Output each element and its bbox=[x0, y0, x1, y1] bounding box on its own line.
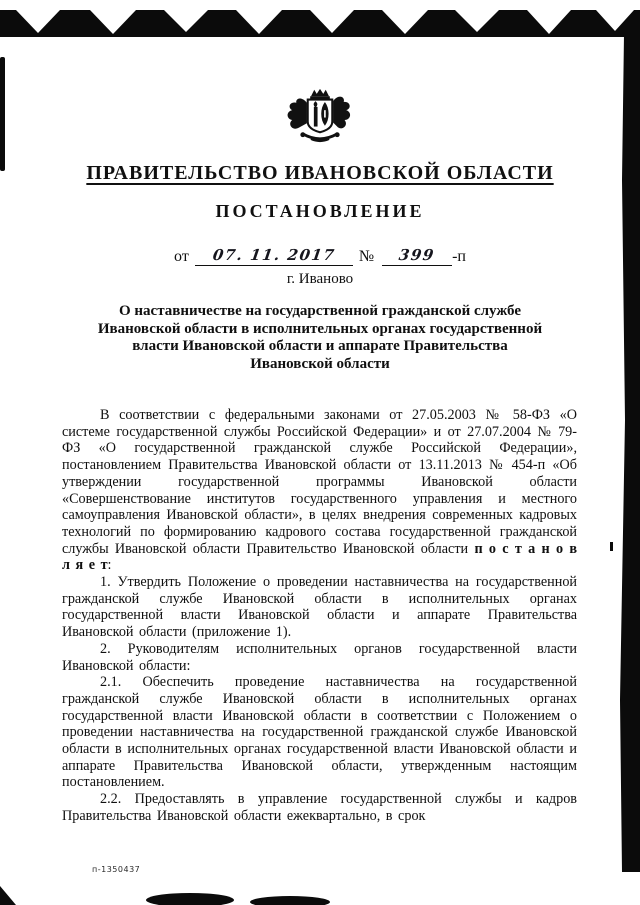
title-line: Ивановской области в исполнительных органах государственной bbox=[97, 320, 543, 337]
handwritten-number: 399 bbox=[397, 246, 437, 264]
paragraph-preamble bbox=[62, 407, 577, 574]
number-label: № bbox=[358, 248, 375, 265]
number-field bbox=[382, 246, 452, 266]
number-suffix: -п bbox=[452, 248, 466, 265]
title-line: власти Ивановской области и аппарате Правительства bbox=[132, 338, 508, 354]
org-name-heading: ПРАВИТЕЛЬСТВО ИВАНОВСКОЙ ОБЛАСТИ bbox=[86, 162, 554, 184]
title-line: О наставничестве на государственной гражданской службе bbox=[119, 303, 521, 319]
handwritten-date: 07. 11. 2017 bbox=[211, 246, 337, 264]
title-line: Ивановской области bbox=[250, 355, 390, 372]
registration-code: п-1350437 bbox=[92, 865, 141, 874]
preamble-text: В соответствии с федеральными законами от 27.05.2003 № 58-ФЗ «О системе государственной службы Российской Федерации» и от 27.07.2004 № 79-ФЗ «О государственной гражданской службе Российской Федерации», постановлением Правительства Ивановской области от 13.11.2013 № 454-п «Об утверждении государственной программы Ивановской области «Совершенствование институтов государственного управления и местного самоуправления Ивановской области», в целях внедрения современных кадровых технологий по формированию кадрового состава государственной гражданской службы Ивановской области Правительство Ивановской области bbox=[62, 407, 577, 557]
date-label: от bbox=[174, 248, 189, 265]
coat-of-arms-icon bbox=[275, 84, 365, 156]
document-body bbox=[62, 407, 577, 825]
date-number-line bbox=[0, 246, 640, 266]
postanovlyaet-bold: п о с т а н о в л я е т bbox=[62, 540, 578, 574]
city-line: г. Иваново bbox=[286, 271, 354, 287]
preamble-colon: : bbox=[107, 557, 112, 574]
paragraph-item-2-1: 2.1. Обеспечить проведение наставничества на государственной гражданской службе Ивановской области в исполнительных органах государственной власти Ивановской области в соответствии с Положением о проведении наставничества на государственной гражданской службе Ивановской области в исполнительных органах государственной власти Ивановской области и аппарате Правительства Ивановской области, утвержденным настоящим постановлением. bbox=[62, 674, 577, 791]
paragraph-item-2: 2. Руководителям исполнительных органов государственной власти Ивановской области: bbox=[62, 640, 577, 674]
document-title bbox=[60, 303, 580, 373]
date-field bbox=[195, 246, 353, 266]
paragraph-item-1: 1. Утвердить Положение о проведении наставничества на государственной гражданской службе Ивановской области в исполнительных органах государственной власти Ивановской области и аппарате Правительства Ивановской области (приложение 1). bbox=[62, 574, 577, 641]
paragraph-item-2-2: 2.2. Предоставлять в управление государственной службы и кадров Правительства Ивановской области ежеквартально, в срок bbox=[62, 791, 577, 824]
document-type-heading: ПОСТАНОВЛЕНИЕ bbox=[215, 201, 425, 221]
